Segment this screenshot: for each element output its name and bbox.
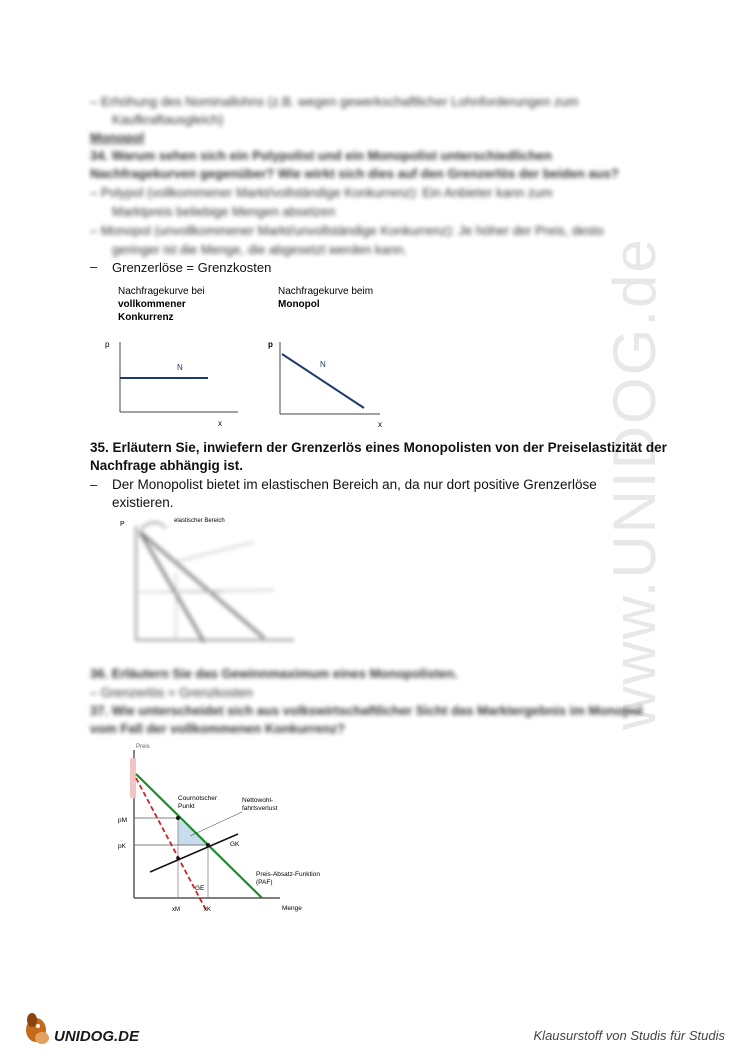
demand-label-n: N xyxy=(177,363,183,372)
cournot-point xyxy=(176,816,180,820)
text-line: Marktpreis beliebige Mengen absetzen xyxy=(112,204,336,219)
equilibrium-point xyxy=(206,843,210,847)
question-35-heading-2: Nachfrage abhängig ist. xyxy=(90,458,244,473)
axis-label-menge: Menge xyxy=(282,905,302,912)
question-heading: vom Fall der vollkommenen Konkurrenz? xyxy=(90,721,345,736)
unidog-logo xyxy=(22,1012,162,1050)
text-line: geringer ist die Menge, die abgesetzt werden kann. xyxy=(112,242,407,257)
footer-tagline: Klausurstoff von Studis für Studis xyxy=(533,1028,725,1043)
fig1-title-right: Nachfragekurve beim xyxy=(278,286,374,297)
question-35-heading: 35. Erläutern Sie, inwiefern der Grenzerlös eines Monopolisten von der Preiselastizität der xyxy=(90,440,667,455)
cournot-label: Cournotscher xyxy=(178,795,218,802)
text-line: – Erhöhung des Nominallohns (z.B. wegen gewerkschaftlicher Lohnforderungen zum xyxy=(90,94,579,109)
paf-line xyxy=(136,774,262,898)
axis-label-x: x xyxy=(218,419,222,428)
demand-curves-figure xyxy=(88,282,408,432)
pk-label: pK xyxy=(118,843,126,850)
bullet-dash: – xyxy=(90,477,98,492)
elasticity-figure xyxy=(114,512,304,657)
logo-text: UNIDOG.DE xyxy=(54,1028,140,1045)
elastic-area-label: elastischer Bereich xyxy=(174,518,225,524)
text-line: – Monopol (unvollkommener Markt/unvollständige Konkurrenz): Je höher der Preis, desto xyxy=(90,223,604,238)
bullet-dash: – xyxy=(90,259,98,274)
paf-label-2: (PAF) xyxy=(256,879,273,886)
axis-label-x: x xyxy=(378,420,382,429)
fig1-title-left-b: vollkommener xyxy=(118,299,186,310)
axis-label-p: p xyxy=(105,340,110,349)
welfare-pointer xyxy=(190,812,242,836)
axis-highlight xyxy=(130,758,136,798)
welfare-label: Nettowohl- xyxy=(242,797,274,804)
cournot-label-2: Punkt xyxy=(178,803,195,810)
axis-label-p: p xyxy=(268,340,273,349)
text-line: – Polypol (vollkommener Markt/vollständige Konkurrenz): Ein Anbieter kann zum xyxy=(90,185,553,200)
question-heading: 37. Wie unterscheidet sich aus volkswirtschaftlicher Sicht das Marktergebnis im Monopol xyxy=(90,703,643,718)
welfare-label-2: fahrtsverlust xyxy=(242,805,278,812)
fig1-title-left: Nachfragekurve bei xyxy=(118,286,205,297)
watermark: www.UNIDOG.de xyxy=(601,237,668,730)
question-heading: Nachfragekurven gegenüber? Wie wirkt sich dies auf den Grenzerlös der beiden aus? xyxy=(90,166,619,181)
gk-label: GK xyxy=(230,841,240,848)
intersection-point xyxy=(176,856,180,860)
text-line: Kaufkraftausgleich) xyxy=(112,112,224,127)
ge-label: GE xyxy=(195,885,205,892)
fig1-title-left-c: Konkurrenz xyxy=(118,312,174,323)
pm-label: pM xyxy=(118,817,128,824)
demand-label-n: N xyxy=(320,360,326,369)
xk-label: xK xyxy=(204,907,212,913)
welfare-loss-figure xyxy=(110,738,350,920)
xm-label: xM xyxy=(172,907,180,913)
axis-label-preis: Preis xyxy=(136,744,150,750)
question-heading: 36. Erläutern Sie das Gewinnmaximum eines Monopolisten. xyxy=(90,666,458,681)
axis-label-p: P xyxy=(120,521,125,528)
grenz-line: Grenzerlöse = Grenzkosten xyxy=(112,260,272,275)
text-line: – Grenzerlös = Grenzkosten xyxy=(90,685,253,700)
elasticity-chart-graphics xyxy=(136,522,294,642)
question-heading: 34. Warum sehen sich ein Polypolist und ein Monopolist unterschiedlichen xyxy=(90,148,552,163)
fig1-title-right-b: Monopol xyxy=(278,299,320,310)
section-heading: Monopol xyxy=(90,130,145,145)
answer-35-line-2: existieren. xyxy=(112,495,174,510)
answer-35-line: Der Monopolist bietet im elastischen Bereich an, da nur dort positive Grenzerlöse xyxy=(112,477,597,492)
paf-label: Preis-Absatz-Funktion xyxy=(256,871,320,878)
